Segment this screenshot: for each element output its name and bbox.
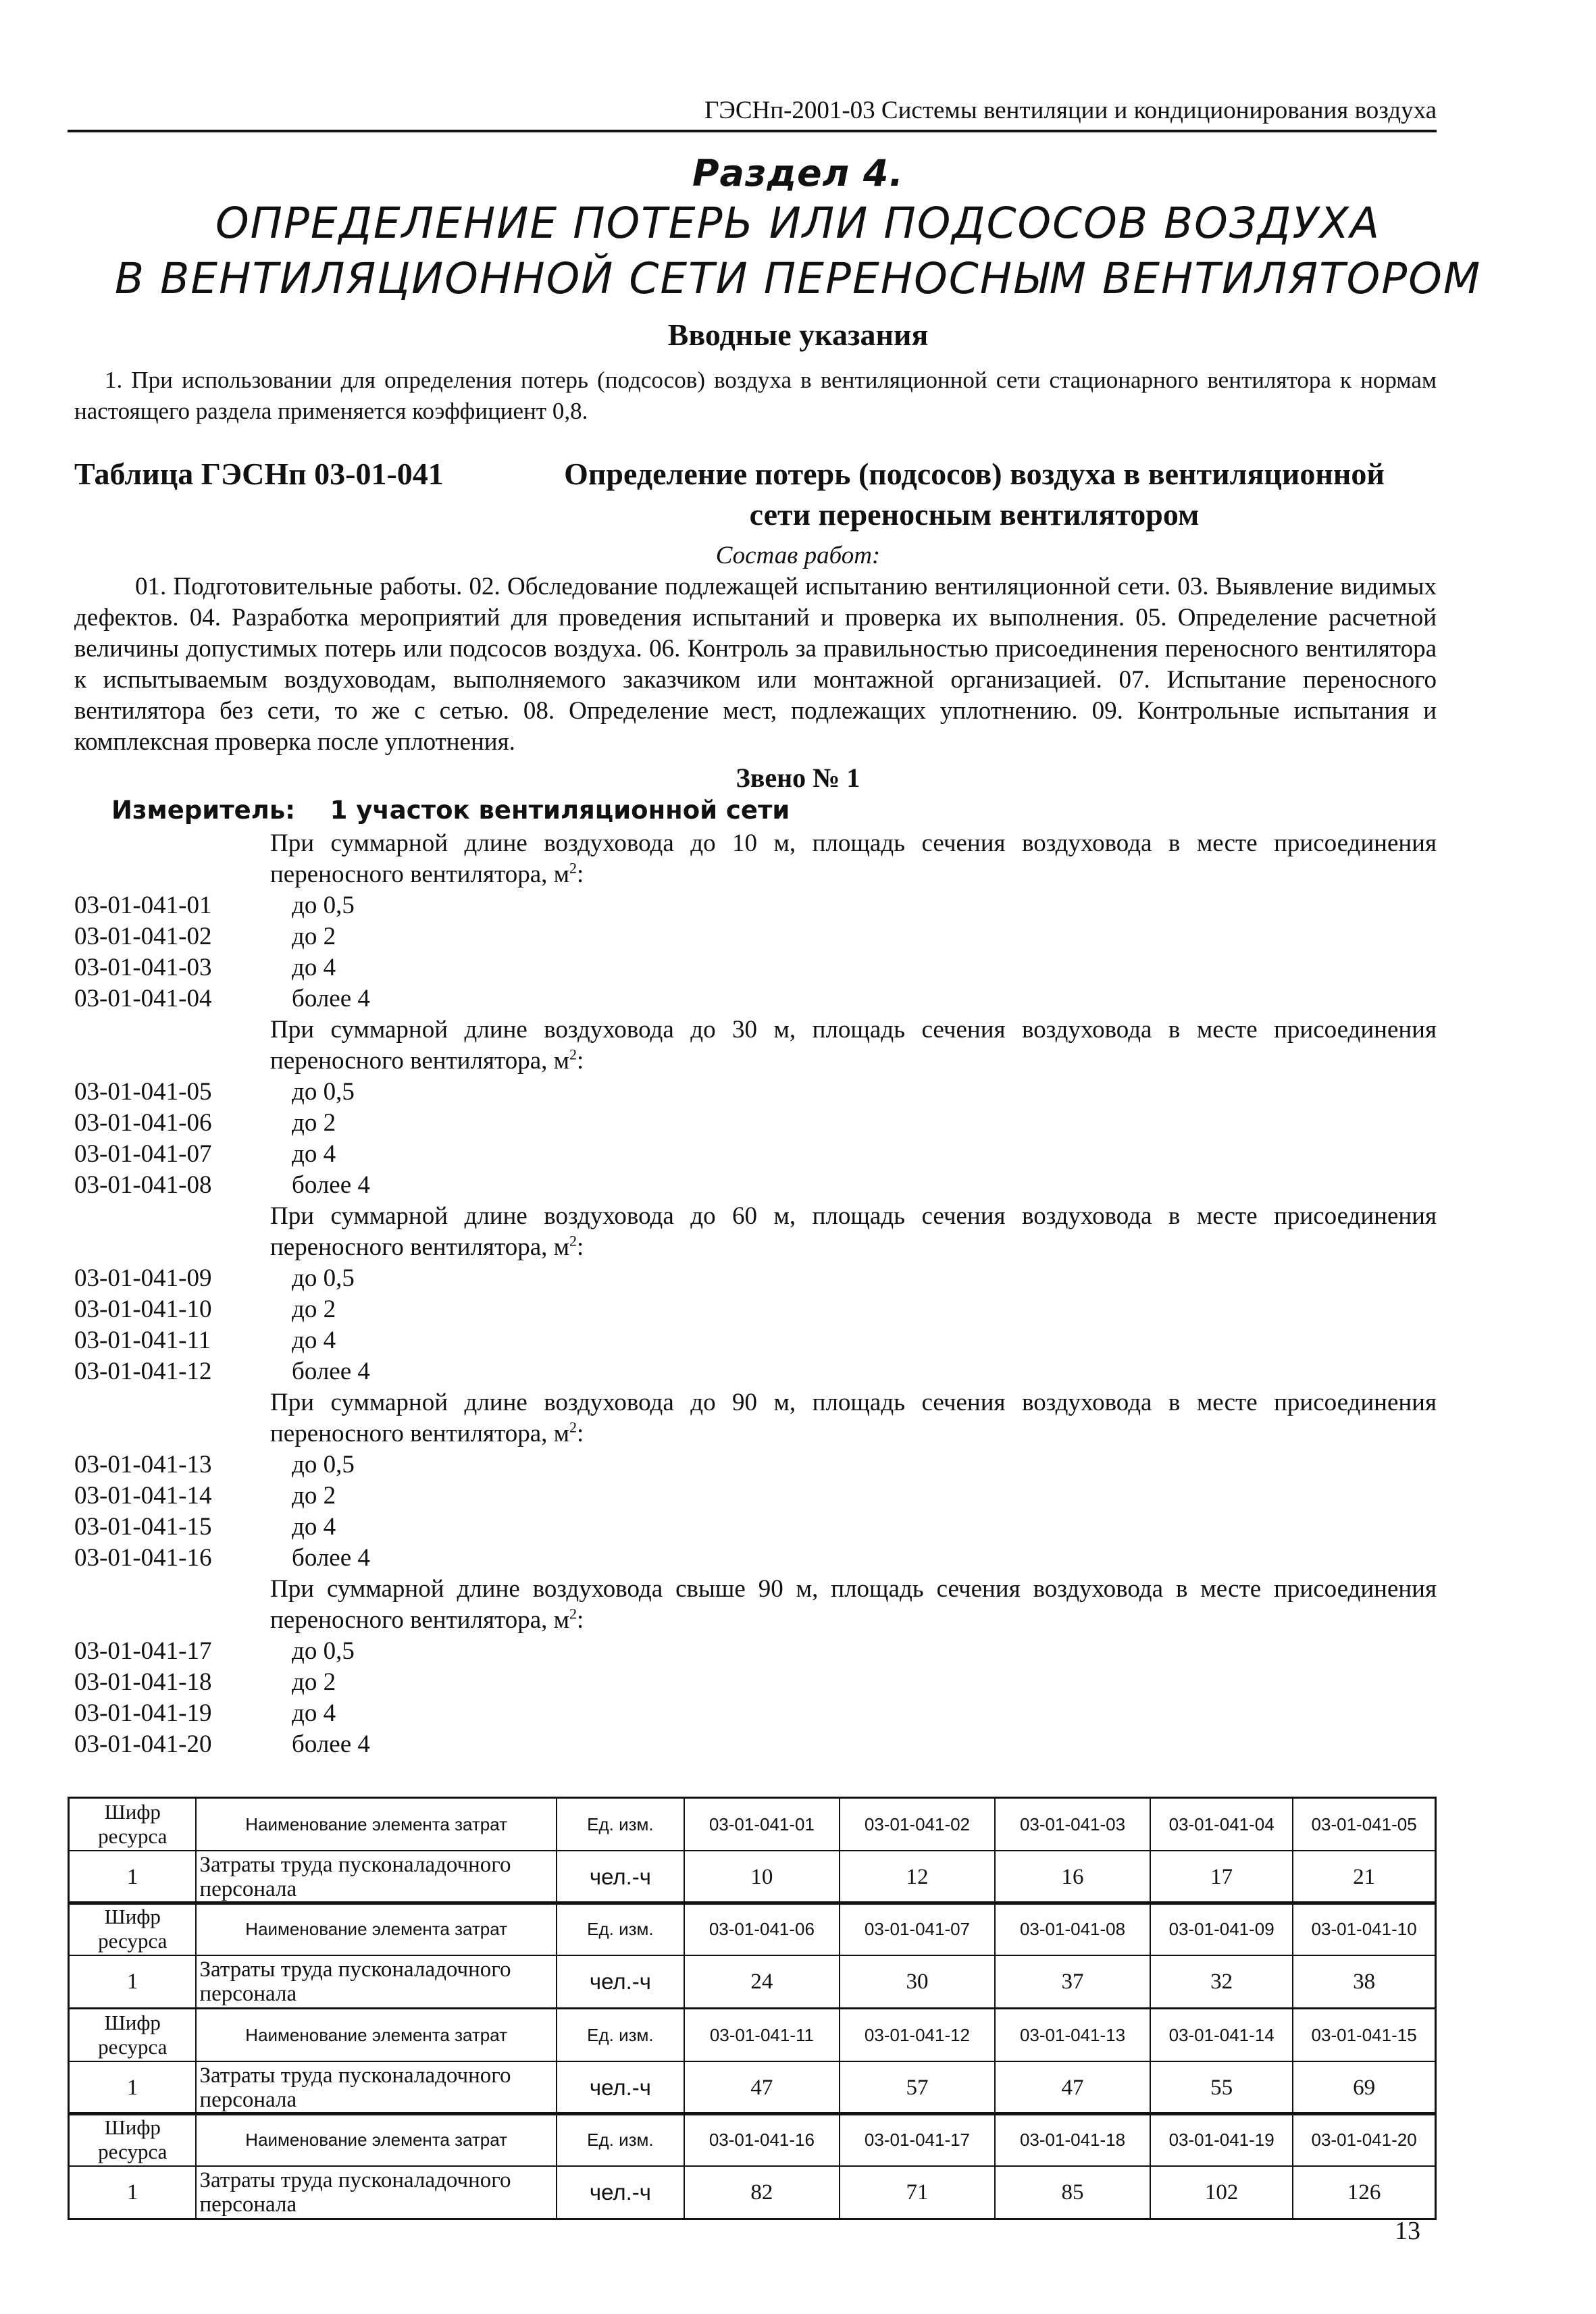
norm-description: более 4 [292, 1544, 370, 1572]
section-title-line: В ВЕНТИЛЯЦИОННОЙ СЕТИ ПЕРЕНОСНЫМ ВЕНТИЛЯТОРОМ [114, 254, 1482, 303]
norm-description: до 4 [292, 1140, 336, 1168]
norm-condition-text: При суммарной длине воздуховода до 90 м, площадь сечения воздуховода в месте присоединения переносного вентилятора, м [270, 1389, 1437, 1447]
header-norm-code: 03-01-041-13 [995, 2009, 1150, 2062]
table-row [69, 2061, 1436, 2115]
table-title-line: сети переносным вентилятором [749, 497, 1200, 532]
value-cell: 102 [1150, 2166, 1293, 2219]
table-title-line: Определение потерь (подсосов) воздуха в вентиляционной [564, 457, 1385, 491]
norm-description: более 4 [292, 1171, 370, 1199]
norm-description: до 0,5 [292, 1637, 355, 1665]
norm-code: 03-01-041-18 [74, 1668, 212, 1696]
norm-description: до 4 [292, 1513, 336, 1541]
unit-cell: чел.-ч [557, 2061, 684, 2115]
resource-table [68, 1901, 1437, 2009]
norm-code: 03-01-041-11 [74, 1327, 211, 1354]
norm-row [74, 1263, 1437, 1294]
value-cell: 17 [1150, 1851, 1293, 1904]
composition-text: 01. Подготовительные работы. 02. Обследование подлежащей испытанию вентиляционной сети. 03. Выявление видимых дефектов. 04. Разработка мероприятий для проведения испытаний и проверка их выполнения. 05. Определение расчетной величины допустимых потерь или подсосов воздуха. 06. Контроль за правильностью присоединения переносного вентилятора к испытываемым воздуховодам, выполняемого заказчиком или монтажной организацией. 07. Испытание переносного вентилятора без сети, то же с сетью. 08. Определение мест, подлежащих уплотнению. 09. Контрольные испытания и комплексная проверка после уплотнения. [74, 573, 1437, 756]
norm-row [74, 1077, 1437, 1108]
norm-row [74, 1667, 1437, 1698]
header-unit: Ед. изм. [557, 2009, 684, 2062]
norm-code: 03-01-041-19 [74, 1699, 212, 1727]
value-cell: 37 [995, 1955, 1150, 2009]
header-norm-code: 03-01-041-17 [840, 2113, 995, 2167]
condition-colon: : [577, 1420, 584, 1447]
value-cell: 32 [1150, 1955, 1293, 2009]
norm-row [74, 1325, 1437, 1356]
page-number: 13 [1395, 2217, 1420, 2245]
header-resource-code: Шифр ресурса [69, 1798, 197, 1851]
norm-condition-text: При суммарной длине воздуховода свыше 90 м, площадь сечения воздуховода в месте присоединения переносного вентилятора, м [270, 1575, 1437, 1634]
header-norm-code: 03-01-041-07 [840, 1903, 995, 1956]
norm-code: 03-01-041-16 [74, 1544, 212, 1572]
norm-row [74, 921, 1437, 952]
header-norm-code: 03-01-041-15 [1293, 2009, 1435, 2062]
value-cell: 47 [995, 2061, 1150, 2115]
composition-title: Состав работ: [715, 542, 881, 569]
header-norm-code: 03-01-041-11 [684, 2009, 840, 2062]
condition-colon: : [577, 860, 584, 888]
value-cell: 16 [995, 1851, 1150, 1904]
header-norm-code: 03-01-041-18 [995, 2113, 1150, 2167]
header-resource-code: Шифр ресурса [69, 2009, 197, 2062]
element-name-cell: Затраты труда пусконаладочного персонала [196, 2166, 557, 2219]
norm-description: до 4 [292, 1699, 336, 1727]
unit-superscript: 2 [569, 1046, 577, 1063]
norm-group [74, 1574, 1437, 1760]
header-norm-code: 03-01-041-04 [1150, 1798, 1293, 1851]
resource-code-cell: 1 [69, 2166, 197, 2219]
norm-row [74, 1139, 1437, 1170]
table-header-row [69, 1903, 1436, 1956]
header-element-name: Наименование элемента затрат [196, 1798, 557, 1851]
measure-label: Измеритель: [111, 796, 296, 825]
crew-heading: Звено № 1 [736, 763, 860, 793]
table-header-row [69, 2009, 1436, 2062]
value-cell: 55 [1150, 2061, 1293, 2115]
element-name-cell: Затраты труда пусконаладочного персонала [196, 1955, 557, 2009]
unit-superscript: 2 [569, 1605, 577, 1622]
intro-paragraph: 1. При использовании для определения потерь (подсосов) воздуха в вентиляционной сети стационарного вентилятора к нормам настоящего раздела применяется коэффициент 0,8. [74, 367, 1437, 424]
header-unit: Ед. изм. [557, 1798, 684, 1851]
norm-condition [270, 828, 1437, 890]
header-element-name: Наименование элемента затрат [196, 1903, 557, 1956]
unit-cell: чел.-ч [557, 1851, 684, 1904]
unit-cell: чел.-ч [557, 2166, 684, 2219]
norm-code: 03-01-041-20 [74, 1730, 212, 1758]
norm-code: 03-01-041-10 [74, 1295, 212, 1323]
norm-row [74, 890, 1437, 921]
header-unit: Ед. изм. [557, 2113, 684, 2167]
value-cell: 47 [684, 2061, 840, 2115]
norm-description: до 0,5 [292, 1451, 355, 1479]
element-name-cell: Затраты труда пусконаладочного персонала [196, 1851, 557, 1904]
value-cell: 10 [684, 1851, 840, 1904]
norm-code: 03-01-041-13 [74, 1451, 212, 1479]
norm-description: до 0,5 [292, 1078, 355, 1106]
header-norm-code: 03-01-041-03 [995, 1798, 1150, 1851]
resource-table [68, 2112, 1437, 2220]
norm-row [74, 1108, 1437, 1139]
resource-table [68, 1797, 1437, 1905]
norm-description: до 0,5 [292, 892, 355, 919]
norm-row [74, 1543, 1437, 1574]
value-cell: 126 [1293, 2166, 1435, 2219]
norm-condition [270, 1574, 1437, 1636]
value-cell: 71 [840, 2166, 995, 2219]
table-header-row [69, 1798, 1436, 1851]
value-cell: 85 [995, 2166, 1150, 2219]
norm-code: 03-01-041-05 [74, 1078, 212, 1106]
measure-value: 1 участок вентиляционной сети [330, 796, 790, 825]
norm-row [74, 1294, 1437, 1325]
norm-description: более 4 [292, 1730, 370, 1758]
measure-line [111, 794, 790, 827]
norm-row [74, 1356, 1437, 1387]
header-norm-code: 03-01-041-06 [684, 1903, 840, 1956]
norm-row [74, 1729, 1437, 1760]
value-cell: 24 [684, 1955, 840, 2009]
norm-code: 03-01-041-04 [74, 985, 212, 1012]
norm-code: 03-01-041-17 [74, 1637, 212, 1665]
condition-colon: : [577, 1606, 584, 1634]
norm-group [74, 1014, 1437, 1201]
norm-row [74, 1512, 1437, 1543]
norm-code: 03-01-041-06 [74, 1109, 212, 1137]
norm-list [74, 828, 1437, 1760]
header-norm-code: 03-01-041-16 [684, 2113, 840, 2167]
norm-group [74, 1201, 1437, 1387]
norm-group [74, 828, 1437, 1014]
norm-row [74, 1449, 1437, 1481]
header-norm-code: 03-01-041-05 [1293, 1798, 1435, 1851]
header-norm-code: 03-01-041-01 [684, 1798, 840, 1851]
section-label: Раздел 4. [692, 152, 904, 195]
header-element-name: Наименование элемента затрат [196, 2113, 557, 2167]
norm-row [74, 983, 1437, 1014]
resource-code-cell: 1 [69, 1955, 197, 2009]
resource-table [68, 2007, 1437, 2115]
norm-description: до 2 [292, 923, 336, 950]
norm-row [74, 1170, 1437, 1201]
header-resource-code: Шифр ресурса [69, 2113, 197, 2167]
value-cell: 21 [1293, 1851, 1435, 1904]
header-norm-code: 03-01-041-09 [1150, 1903, 1293, 1956]
norm-description: до 0,5 [292, 1264, 355, 1292]
resource-code-cell: 1 [69, 1851, 197, 1904]
norm-code: 03-01-041-07 [74, 1140, 212, 1168]
header-norm-code: 03-01-041-12 [840, 2009, 995, 2062]
table-row [69, 1851, 1436, 1904]
header-norm-code: 03-01-041-02 [840, 1798, 995, 1851]
norm-condition [270, 1014, 1437, 1077]
value-cell: 30 [840, 1955, 995, 2009]
norm-description: более 4 [292, 1358, 370, 1385]
unit-superscript: 2 [569, 1232, 577, 1250]
norm-condition [270, 1201, 1437, 1263]
value-cell: 69 [1293, 2061, 1435, 2115]
norm-description: до 2 [292, 1109, 336, 1137]
value-cell: 38 [1293, 1955, 1435, 2009]
section-title-line: ОПРЕДЕЛЕНИЕ ПОТЕРЬ ИЛИ ПОДСОСОВ ВОЗДУХА [215, 199, 1381, 248]
norm-condition-text: При суммарной длине воздуховода до 10 м, площадь сечения воздуховода в месте присоединения переносного вентилятора, м [270, 829, 1437, 888]
unit-superscript: 2 [569, 859, 577, 877]
value-cell: 12 [840, 1851, 995, 1904]
header-norm-code: 03-01-041-08 [995, 1903, 1150, 1956]
norm-code: 03-01-041-14 [74, 1482, 212, 1510]
norm-code: 03-01-041-09 [74, 1264, 212, 1292]
norm-code: 03-01-041-08 [74, 1171, 212, 1199]
header-resource-code: Шифр ресурса [69, 1903, 197, 1956]
unit-superscript: 2 [569, 1418, 577, 1436]
condition-colon: : [577, 1047, 584, 1075]
element-name-cell: Затраты труда пусконаладочного персонала [196, 2061, 557, 2115]
header-norm-code: 03-01-041-14 [1150, 2009, 1293, 2062]
table-label: Таблица ГЭСНп 03-01-041 [74, 457, 444, 491]
norm-code: 03-01-041-01 [74, 892, 212, 919]
table-row [69, 2166, 1436, 2219]
norm-condition-text: При суммарной длине воздуховода до 30 м, площадь сечения воздуховода в месте присоединения переносного вентилятора, м [270, 1016, 1437, 1075]
norm-description: до 4 [292, 954, 336, 981]
norm-group [74, 1387, 1437, 1574]
table-header-row [69, 2113, 1436, 2167]
resource-code-cell: 1 [69, 2061, 197, 2115]
unit-cell: чел.-ч [557, 1955, 684, 2009]
norm-condition-text: При суммарной длине воздуховода до 60 м, площадь сечения воздуховода в месте присоединения переносного вентилятора, м [270, 1202, 1437, 1261]
norm-description: до 2 [292, 1668, 336, 1696]
section-title [0, 196, 1596, 307]
header-element-name: Наименование элемента затрат [196, 2009, 557, 2062]
value-cell: 82 [684, 2166, 840, 2219]
header-norm-code: 03-01-041-20 [1293, 2113, 1435, 2167]
value-cell: 57 [840, 2061, 995, 2115]
table-title [512, 454, 1437, 535]
norm-description: до 2 [292, 1482, 336, 1510]
header-norm-code: 03-01-041-10 [1293, 1903, 1435, 1956]
norm-row [74, 952, 1437, 983]
norm-row [74, 1698, 1437, 1729]
norm-code: 03-01-041-03 [74, 954, 212, 981]
header-unit: Ед. изм. [557, 1903, 684, 1956]
header-norm-code: 03-01-041-19 [1150, 2113, 1293, 2167]
norm-description: до 2 [292, 1295, 336, 1323]
norm-code: 03-01-041-02 [74, 923, 212, 950]
norm-code: 03-01-041-12 [74, 1358, 212, 1385]
table-row [69, 1955, 1436, 2009]
norm-description: до 4 [292, 1327, 336, 1354]
norm-row [74, 1481, 1437, 1512]
norm-condition [270, 1387, 1437, 1449]
running-header: ГЭСНп-2001-03 Системы вентиляции и кондиционирования воздуха [68, 95, 1437, 132]
condition-colon: : [577, 1233, 584, 1261]
intro-heading: Вводные указания [667, 317, 929, 352]
norm-code: 03-01-041-15 [74, 1513, 212, 1541]
norm-description: более 4 [292, 985, 370, 1012]
norm-row [74, 1636, 1437, 1667]
